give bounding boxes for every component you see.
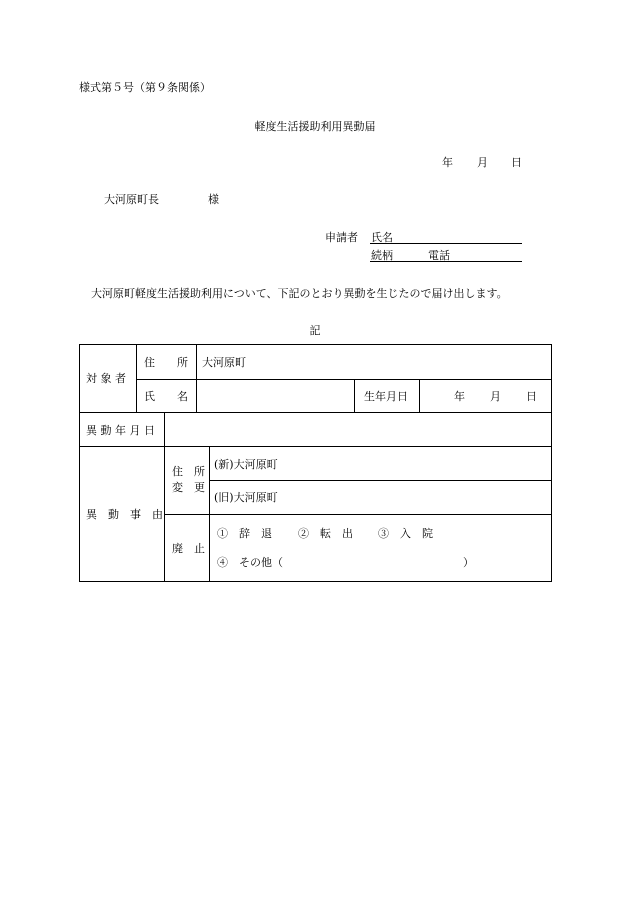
form-number: 様式第５号（第９条関係） (79, 81, 211, 94)
applicant-name-label: 氏名 (371, 231, 393, 244)
change-details-table (79, 344, 552, 582)
birth-date-label: 生年月日 (364, 390, 408, 403)
reason-label: 異 動 事 由 (86, 508, 163, 521)
address-change-label-1: 住 所 (172, 465, 205, 478)
new-address-value[interactable]: (新)大河原町 (214, 458, 278, 471)
row-divider (164, 514, 552, 515)
addressee-honorific: 様 (208, 193, 219, 206)
applicant-relation-line[interactable] (370, 261, 522, 262)
change-date-field[interactable] (168, 417, 548, 441)
option-move-out[interactable]: ② 転 出 (298, 527, 353, 540)
birth-month-label: 月 (490, 390, 501, 403)
col-divider (419, 379, 420, 412)
applicant-name-line[interactable] (370, 243, 522, 244)
col-divider (164, 412, 165, 582)
addressee-name: 大河原町長 (104, 193, 159, 206)
body-text: 大河原町軽度生活援助利用について、下記のとおり異動を生じたので届け出します。 (91, 287, 508, 300)
abolish-label: 廃 止 (172, 542, 205, 555)
row-divider (80, 446, 552, 447)
row-divider (209, 480, 552, 481)
address-value[interactable]: 大河原町 (202, 356, 246, 369)
ki-heading: 記 (309, 324, 321, 337)
row-divider (136, 379, 552, 380)
name-field[interactable] (200, 385, 350, 407)
subject-label: 対 象 者 (86, 372, 126, 385)
applicant-phone-label: 電話 (428, 249, 450, 262)
col-divider (354, 379, 355, 412)
name-label: 氏 名 (144, 390, 188, 403)
col-divider (136, 345, 137, 412)
address-label: 住 所 (144, 356, 188, 369)
option-withdraw[interactable]: ① 辞 退 (217, 527, 272, 540)
option-hospitalization[interactable]: ③ 入 院 (378, 527, 433, 540)
birth-day-label: 日 (526, 390, 537, 403)
birth-year-label: 年 (454, 390, 465, 403)
row-divider (80, 412, 552, 413)
applicant-label: 申請者 (325, 231, 358, 244)
option-other-close: ） (463, 556, 474, 569)
col-divider (209, 446, 210, 582)
date-year-label: 年 (442, 156, 453, 169)
change-date-label: 異 動 年 月 日 (86, 424, 155, 437)
applicant-relation-label: 続柄 (371, 249, 393, 262)
document-title: 軽度生活援助利用異動届 (254, 120, 376, 133)
col-divider (196, 345, 197, 412)
old-address-value[interactable]: (旧)大河原町 (214, 491, 278, 504)
date-month-label: 月 (477, 156, 488, 169)
date-day-label: 日 (511, 156, 522, 169)
option-other[interactable]: ④ その他（ (217, 556, 283, 569)
address-change-label-2: 変 更 (172, 481, 205, 494)
